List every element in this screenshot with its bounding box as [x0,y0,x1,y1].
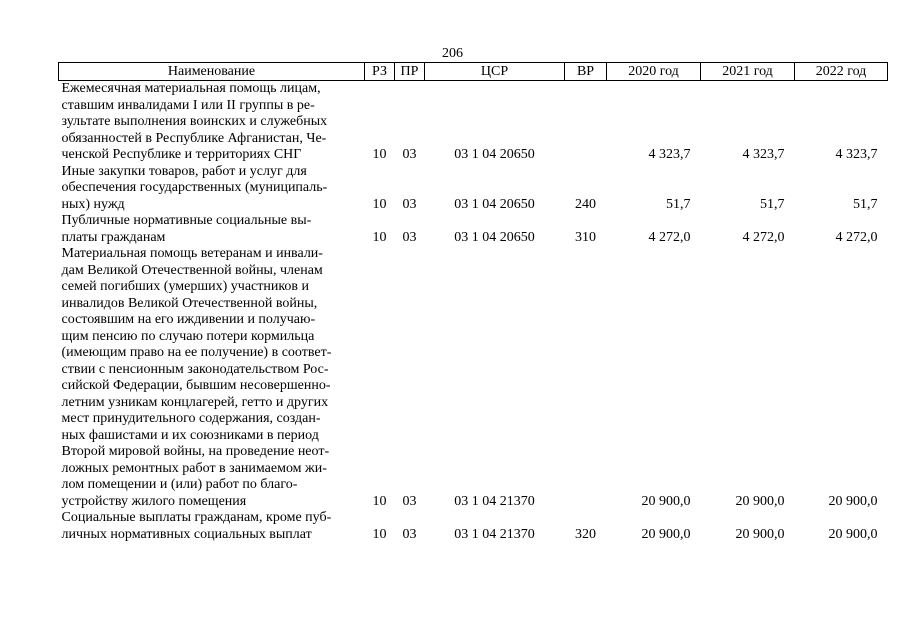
row-rz: 10 [372,493,387,509]
row-name-line: Социальные выплаты гражданам, кроме пуб- [61,510,332,525]
budget-table [58,62,888,543]
row-name-line: устройству жилого помещения [61,493,247,509]
row-pr: 03 [402,229,417,245]
row-name-line: инвалидов Великой Отечественной войны, [61,295,318,311]
row-name-line: ствии с пенсионным законодательством Рос- [61,361,329,377]
row-name-line: личных нормативных социальных выплат [61,526,312,542]
row-2021: 4 272,0 [742,229,785,245]
row-vr: 240 [575,196,596,212]
row-csr: 03 1 04 21370 [454,526,535,542]
row-csr: 03 1 04 20650 [454,229,535,245]
row-name [59,81,365,164]
row-2021: 51,7 [760,196,785,212]
table-row [59,213,888,246]
row-name-line: ставшим инвалидами I или II группы в ре- [61,97,315,113]
row-name-line: Иные закупки товаров, работ и услуг для [61,163,307,179]
row-2022: 51,7 [853,196,878,212]
row-name-line: лом помещении и (или) работ по благо- [61,477,298,492]
row-name-line: дам Великой Отечественной войны, членам [61,262,323,278]
row-pr: 03 [402,196,417,212]
row-rz: 10 [372,147,387,162]
table-row [59,164,888,214]
row-pr: 03 [402,493,417,509]
row-name-line: зультате выполнения воинских и служебных [61,114,328,129]
row-name-line: Публичные нормативные социальные вы- [61,213,312,228]
table-header-row [59,63,888,81]
row-2021: 20 900,0 [735,526,785,542]
row-name-line: ных) нужд [61,196,125,212]
row-2021: 4 323,7 [742,147,785,162]
header-2021: 2021 год [701,63,795,81]
row-name-line: Ежемесячная материальная помощь лицам, [61,81,321,96]
row-csr: 03 1 04 21370 [454,493,535,509]
row-vr: 320 [575,526,596,542]
page-number: 206 [442,46,463,61]
header-pr: ПР [395,63,425,81]
row-name [59,213,365,246]
row-name-line: мест принудительного содержания, создан- [61,411,321,426]
header-2022: 2022 год [795,63,888,81]
header-csr: ЦСР [425,63,565,81]
row-2022: 4 323,7 [835,147,878,162]
row-name [59,246,365,510]
row-name-line: семей погибших (умерших) участников и [61,279,310,294]
row-name [59,164,365,214]
row-2020: 20 900,0 [641,526,691,542]
row-2020: 4 272,0 [648,229,691,245]
row-name-line: состоявшим на его иждивении и получаю- [61,312,316,327]
row-name-line: обеспечения государственных (муниципаль- [61,180,328,195]
row-vr: 310 [575,229,596,245]
table-row [59,246,888,510]
row-name-line: сийской Федерации, бывшим несовершенно- [61,378,331,393]
header-name: Наименование [59,63,365,81]
row-name-line: ченской Республике и территориях СНГ [61,147,302,162]
row-name-line: Второй мировой войны, на проведение неот- [61,444,330,459]
row-name-line: ложных ремонтных работ в занимаемом жи- [61,460,327,476]
row-name-line: обязанностей в Республике Афганистан, Че- [61,130,327,146]
row-rz: 10 [372,229,387,245]
row-csr: 03 1 04 20650 [454,147,535,162]
row-2020: 4 323,7 [648,147,691,162]
row-vr [565,246,607,510]
row-vr [565,81,607,164]
row-csr: 03 1 04 20650 [454,196,535,212]
row-name-line: щим пенсию по случаю потери кормильца [61,328,315,344]
row-2020: 51,7 [666,196,691,212]
row-2022: 4 272,0 [835,229,878,245]
row-name-line: (имеющим право на ее получение) в соответ- [61,345,332,360]
row-rz: 10 [372,526,387,542]
row-name-line: Материальная помощь ветеранам и инвали- [61,246,323,261]
row-name-line: ных фашистами и их союзниками в период [61,427,319,443]
row-2022: 20 900,0 [828,493,878,509]
row-2022: 20 900,0 [828,526,878,542]
row-2020: 20 900,0 [641,493,691,509]
row-pr: 03 [402,526,417,542]
header-vr: ВР [565,63,607,81]
row-name [59,510,365,543]
table-row [59,81,888,164]
header-rz: РЗ [365,63,395,81]
table-row [59,510,888,543]
row-2021: 20 900,0 [735,493,785,509]
row-name-line: летним узникам концлагерей, гетто и других [61,394,329,410]
row-pr: 03 [402,147,417,162]
row-rz: 10 [372,196,387,212]
row-name-line: платы гражданам [61,229,166,245]
header-2020: 2020 год [607,63,701,81]
